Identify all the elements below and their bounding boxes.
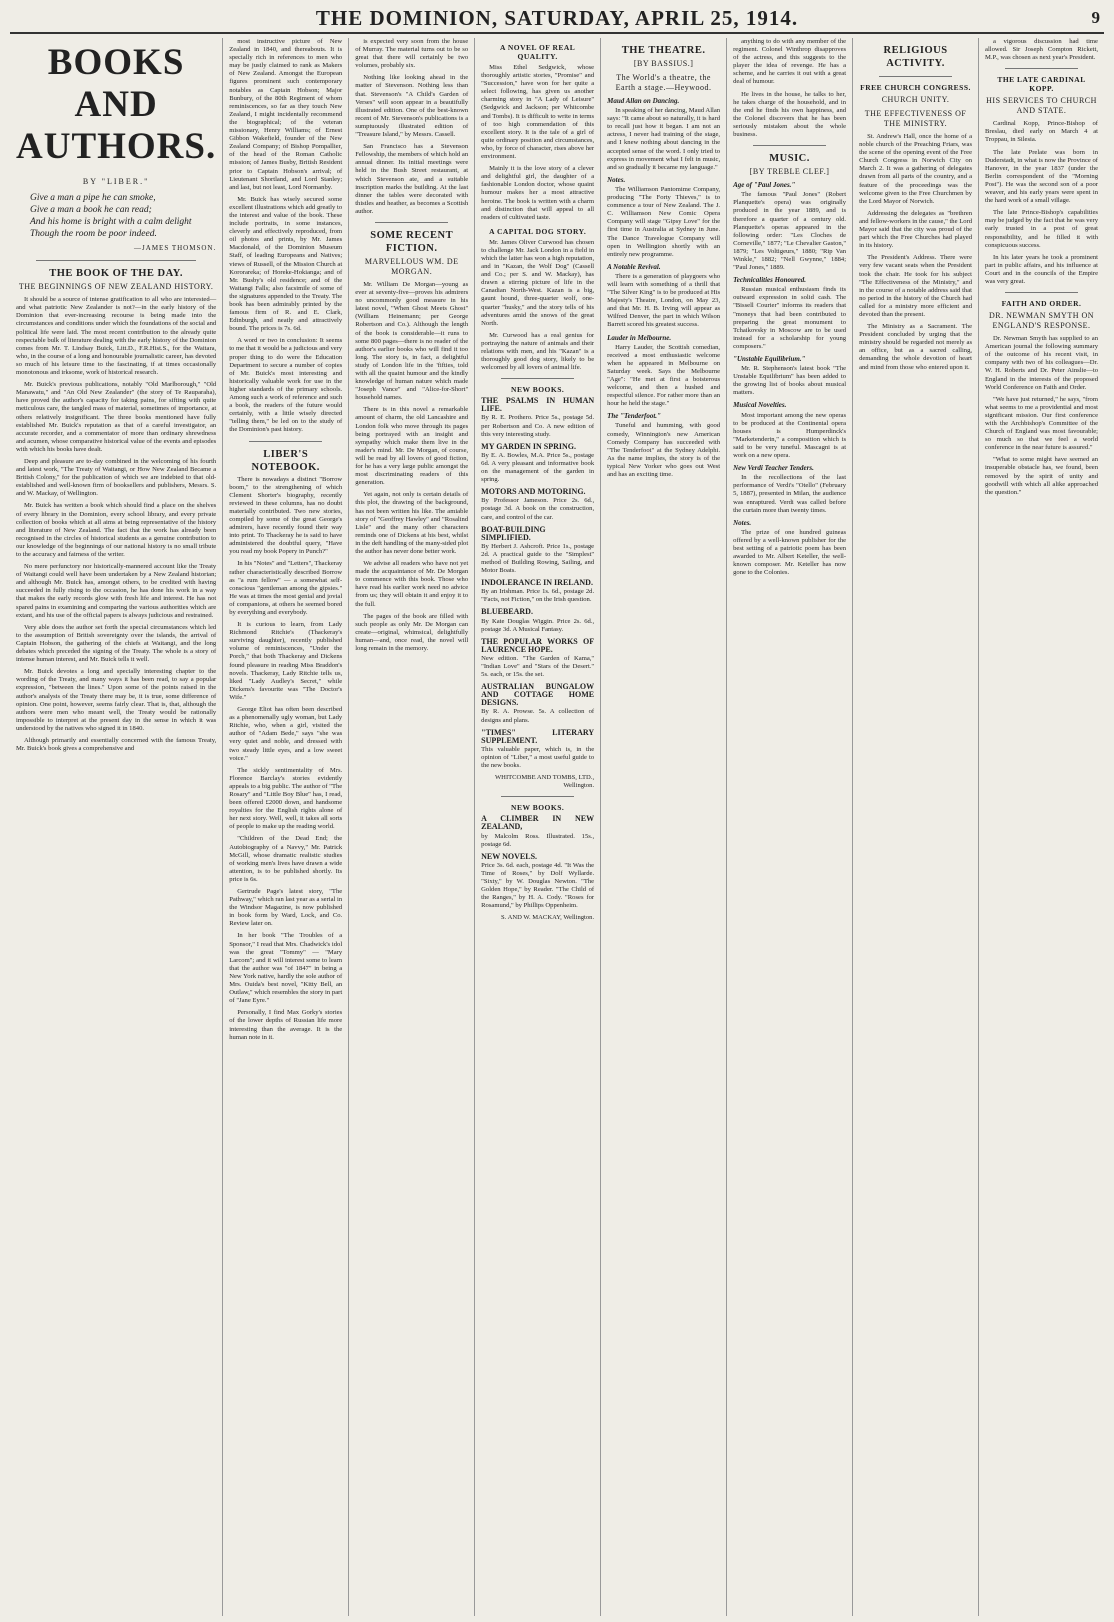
paragraph: San Francisco has a Stevenson Fellowship, the members of which hold an annual dinner. Its initial meetings were held in the Bush Street restaurant, at which Stevenson ate, and a suitable inscription marks the building. At the last dinner the tables were decorated with thistles and heather, as becomes a Scottish author. bbox=[355, 143, 469, 215]
paragraph: In speaking of her dancing, Maud Allan says: "It came about so naturally, it is hard to recall just how it began. I am not an actress, I never had training of the stage, and I knew nothing about dancing in the accepted sense of the word. I only tried to express in movement what I felt in music, and so gradually it became my language." bbox=[607, 107, 721, 171]
paragraph: Mainly it is the love story of a clever and delightful girl, the daughter of a fashionable London doctor, whose quaint humour makes her a most attractive heroine. The book is written with a charm and distinction that will appeal to all readers of cultivated taste. bbox=[481, 165, 595, 221]
article-subheading: THE BEGINNINGS OF NEW ZEALAND HISTORY. bbox=[18, 282, 214, 292]
paragraph: "We have just returned," he says, "from what seems to me a providential and most significant mission. Our first conference with the Archbishop's Committee of the Church of England was most favourable; so much so that we feel a world conference in the near future is assured." bbox=[985, 395, 1098, 452]
column-2 bbox=[222, 38, 348, 1616]
paragraph: Russian musical enthusiasm finds its outward expression in solid cash. The "Bissell Courier" informs its readers that "moneys that had been contributed to preparing the great monument to Tchaikovsky in Moscow are to be used instead for a scholarship for young composers." bbox=[733, 286, 847, 350]
paragraph: Mr. Buick's previous publications, notably "Old Marlborough," "Old Manawatu," and "An Old New Zealander" (the story of Te Rauparaha), have proved the author's capacity for taking pains, for sifting with quite meticulous care, the tangled mass of material, sometimes of importance, at others relatively insignificant. The three books mentioned have fully established Mr. Buick's reputation as that of a careful investigator, an accurate recorder, and a commentator of more than ordinary shrewdness and acumen, whose comparative historical value of the events and episodes with which his books have dealt. bbox=[16, 381, 217, 453]
column-1 bbox=[10, 38, 222, 1616]
verse-line: And his home is bright with a calm delight bbox=[30, 217, 192, 228]
book-title: MOTORS AND MOTORING. bbox=[481, 487, 586, 497]
paragraph: Most important among the new operas to be produced at the Continental opera houses is Humperdinck's "Marketenderin," a composition which is said to be very tuneful. Mascagni is at work on a new opera. bbox=[733, 411, 847, 460]
article-subheading: DR. NEWMAN SMYTH ON ENGLAND'S RESPONSE. bbox=[988, 311, 1095, 331]
divider bbox=[501, 796, 574, 797]
paragraph: Very able does the author set forth the special circumstances which led to the assumption of British sovereignty over the islands, the arrival of Captain Hobson, the gathering of the chiefs at Waitangi, and the long debates which preceded the signing of the Treaty. The whole is a story of intense human interest, and Mr. Buick tells it well. bbox=[16, 623, 217, 664]
paragraph: It should be a source of intense gratification to all who are interested—and what patriotic New Zealander is not?—in the early history of the Dominion that ever-increasing recourse is being made into the circumstances and conditions under which the foundations of the social and political life were laid. The most recent contribution to the already quite respectable bulk of literature dealing with the early history of the Dominion comes from Mr. T. Lindsay Buick, Litt.D., F.R.Hist.S., for the Waitara, who, in the course of a long and honourable journalistic career, has devoted so much of his leisure time to the fascinating, if at times occasionally monotonous and irksome, work of historical research. bbox=[16, 296, 217, 377]
item-heading: Technicalities Honoured. bbox=[733, 276, 806, 285]
paragraph: No mere perfunctory nor historically-mannered account like the Treaty of Waitangi could well have been undertaken by a New Zealand historian; and although Mr. Buick has, amongst others, to be credited with having succeeded in fully rising to the occasion, he has done his work in a way that makes the early records glow with fresh life and interest. He has not spared pains in examining and comparing the various authorities which are extant, and his use of the official papers is always judicious and restrained. bbox=[16, 563, 217, 619]
paragraph: A word or two in conclusion: It seems to me that it would be a judicious and very proper thing to do were the Education Department to secure a number of copies of Mr. Buick's most interesting and historically valuable work for use in the higher standards of the primary schools. Among such a work of reference and such a book, the readers of the future would certainly, with a little wisely directed "telling them," be led on to the study of the Dominion's past history. bbox=[229, 337, 343, 434]
book-note: By Herbert J. Ashcroft. Price 1s., postage 2d. A practical guide to the "Simplest" method of Building Rowing, Sailing, and Motor Boats. bbox=[481, 542, 595, 575]
paragraph: Tuneful and humming, with good comedy, Winnington's new American Comedy Company has succeeded with "The Tenderfoot" at the Sydney Adelphi. As the name implies, the story is of the typical New Yorker who goes out West and has an exciting time. bbox=[607, 422, 721, 479]
paragraph: most instructive picture of New Zealand in 1840, and thereabouts. It is specially rich in references to men who may be justly claimed to rank as Makers of New Zealand. Amongst the European figures prominent such contemporary notables as Captain Hobson; Major Bunbury, of the 80th Regiment of whom reminiscences, so far as they touch New Zealand, I might incidentally recommend the biographical; of the veteran missionary, Henry Williams; of Ernest Gibbon Wakefield, founder of the New Zealand Company; of Bishop Pompallier, of the head of the Roman Catholic mission; of James Busby, British Resident prior to Captain Hobson's arrival; of Lieutenant Shortland, and Lord Stanley; and last, but not least, Lord Normanby. bbox=[229, 38, 343, 191]
byline: [BY BASSIUS.] bbox=[633, 59, 694, 68]
epigraph: The World's a theatre, the Earth a stage.—Heywood. bbox=[615, 73, 712, 92]
article-heading: THE THEATRE. bbox=[621, 45, 706, 56]
paragraph: He lives in the house, he talks to her, he takes charge of the household, and in the end he finds his own happiness, and the Colonel discovers that he has been seriously mistaken about the whole business. bbox=[733, 90, 847, 139]
paragraph: Although primarily and essentially concerned with the famous Treaty, Mr. Buick's book gives a comprehensive and bbox=[16, 736, 217, 753]
paragraph: Yet again, not only is certain details of this plot, the drawing of the background, has not been written his like. The amiable story of "Geoffrey Hawley" and "Rosalind Lisle" and the many other characters reminds one of Dickens at his best, whilst in the deft handling of the many-sided plot the author has never done better work. bbox=[355, 491, 469, 555]
columns bbox=[10, 38, 1104, 1616]
book-list bbox=[481, 397, 594, 770]
article-subheading: MARVELLOUS WM. DE MORGAN. bbox=[364, 256, 459, 276]
book-title: NEW NOVELS. bbox=[481, 851, 538, 861]
article-heading: SOME RECENT FICTION. bbox=[370, 229, 454, 254]
book-title: INDOLERANCE IN IRELAND. bbox=[481, 578, 593, 588]
epigraph-verse bbox=[30, 192, 216, 240]
item-heading: "Unstable Equilibrium." bbox=[733, 355, 806, 363]
paragraph: "Children of the Dead End; the Autobiography of a Navvy," Mr. Patrick McGill, whose dramatic realistic studies of working men's lives have drawn a wide attention, is to be published shortly. Its price is 6s. bbox=[229, 835, 343, 883]
divider bbox=[501, 378, 574, 379]
book-note: Price 3s. 6d. each, postage 4d. "It Was the Time of Roses," by Dolf Wyllarde. "Sixty," by W. Douglas Newton. "The Golden Hope," by Reader. "The Child of the Ranges," by H. A. Cody. "Roses for Rosamund," by Phillips Oppenheim. bbox=[481, 861, 595, 910]
paragraph: Miss Ethel Sedgwick, whose thoroughly artistic stories, "Promise" and "Succession," have won for her quite a select following, has given us another charming story in "A Lady of Leisure" (Sedgwick and Jackson; per Whitcombe and Tombs). It is difficult to write in terms of too high commendation of this excellent story. It is the tale of a girl of quite ordinary position and circumstances, who, by force of character, rises above her environment. bbox=[481, 64, 595, 161]
paragraph: Dr. Newman Smyth has supplied to an American journal the following summary of the outcome of his recent visit, in company with two of his colleagues—Dr. W. H. Roberts and Dr. Peter Ainslie—to England in the interests of the proposed World Conference on Faith and Order. bbox=[985, 335, 1098, 391]
masthead-title: THE DOMINION, SATURDAY, APRIL 25, 1914. bbox=[315, 6, 799, 30]
paragraph: In his later years he took a prominent part in public affairs, and his influence at Court and in the councils of the Empire was very great. bbox=[985, 253, 1098, 285]
book-note: By E. A. Bowles, M.A. Price 5s., postage 6d. A very pleasant and informative book on the management of the garden in spring. bbox=[481, 451, 595, 484]
paragraph: Gertrude Page's latest story, "The Pathway," which ran last year as a serial in the Windsor Magazine, is now published in book form by Ward, Lock, and Co. Review later on. bbox=[229, 888, 343, 928]
column-4 bbox=[474, 38, 600, 1616]
item-heading: Maud Allan on Dancing. bbox=[607, 97, 680, 105]
byline: BY "LIBER." bbox=[82, 177, 150, 186]
item-heading: A Notable Revival. bbox=[607, 262, 661, 271]
divider bbox=[1005, 68, 1078, 69]
article-heading: THE LATE CARDINAL KOPP. bbox=[997, 75, 1086, 94]
book-title: A CLIMBER IN NEW ZEALAND, bbox=[481, 814, 595, 832]
column-3 bbox=[348, 38, 474, 1616]
article-heading: A CAPITAL DOG STORY. bbox=[489, 226, 587, 236]
column-8 bbox=[978, 38, 1104, 1616]
book-note: By R. E. Prothero. Price 5s., postage 5d. per Robertson and Co. A new edition of this very interesting study. bbox=[481, 414, 595, 438]
book-title: AUSTRALIAN BUNGALOW AND COTTAGE HOME DESIGNS. bbox=[481, 682, 595, 708]
page-number: 9 bbox=[1091, 8, 1100, 27]
paragraph: In his "Notes" and "Letters", Thackeray rather characteristically described Borrow as "a rum fellow" — a somewhat self-conscious "gentleman among the gipsies." He was at times the most genial and jovial of companions, at others he seemed bored by everything and everybody. bbox=[229, 560, 343, 616]
article-heading: FAITH AND ORDER. bbox=[1001, 299, 1082, 309]
paragraph: The Williamson Pantomime Company, producing "The Forty Thieves," is to commence a tour of New Zealand. The J. C. Williamson New Comic Opera Company will stage "Gipsy Love" for the first time in Australia at Sydney in June. The Dance Travelogue Company will open in Wellington shortly with an entirely new programme. bbox=[607, 185, 721, 258]
paragraph: There is in this novel a remarkable amount of charm, the old Lancashire and London folk who move through its pages being portrayed with an insight and sympathy which make them live in the reader's mind. Mr. De Morgan, of course, will be read by all lovers of good fiction, for he has a very large public amongst the most discriminating readers of this generation. bbox=[355, 406, 469, 487]
item-heading: Notes. bbox=[607, 175, 626, 184]
paragraph: Mr. James Oliver Curwood has chosen to challenge Mr. Jack London in a field in which the latter has won a high reputation, and in "Kazan, the Wolf Dog" (Cassell and Co.; per S. and W. Mackay), has drawn a stirring picture of life in the Canadian North-West. Kazan is a big, gaunt hound, three-quarter wolf, one-quarter "husky," and the story tells of his adventures amid the snows of the great North. bbox=[481, 238, 595, 327]
item-heading: Age of "Paul Jones." bbox=[733, 181, 796, 190]
paragraph: Addressing the delegates as "brethren and fellow-workers in the cause," the Lord Mayor said that the city was proud of the part which the Free Churches had played in its history. bbox=[859, 209, 973, 250]
article-heading: MUSIC. bbox=[769, 153, 810, 165]
paragraph: Mr. Buick has written a book which should find a place on the shelves of every library in the Dominion, every school library, and every private collection of books which at all aims at being representative of the history and literature of New Zealand. The fact that the work has already been recognised in the circles of historical students as a genuine contribution to our knowledge of the beginnings of our national history is no small tribute to the accuracy and fairness of the writer. bbox=[16, 502, 217, 558]
paragraph: The late Prelate was born in Duderstadt, in what is now the Province of Hanover, in the year 1837 (under the Berlin correspondent of the "Morning Post"). He was the second son of a poor weaver, and his early years were spent in the hard work of a small village. bbox=[985, 148, 1098, 205]
book-note: By Professor Jameson. Price 2s. 6d., postage 3d. A book on the construction, care, and control of the car. bbox=[481, 497, 595, 521]
book-title: "TIMES" LITERARY SUPPLEMENT. bbox=[481, 727, 595, 745]
paragraph: The Ministry as a Sacrament. The President concluded by urging that the ministry should be regarded not merely as an office, but as a sacred calling, demanding the whole devotion of heart and mind from those who entered upon it. bbox=[859, 323, 973, 371]
paragraph: There is a generation of playgoers who will learn with something of a thrill that "The Silver King" is to be produced at His Majesty's Theatre, London, on May 23, and that Mr. H. B. Irving will appear as Wilfred Denver, the part in which Wilson Barrett scored his greatest success. bbox=[607, 272, 721, 329]
book-note: This valuable paper, which is, in the opinion of "Liber," a most useful guide to the new books. bbox=[481, 745, 595, 770]
advert-heading: NEW BOOKS. bbox=[511, 385, 565, 395]
verse-attribution: —JAMES THOMSON. bbox=[134, 244, 217, 253]
column-5 bbox=[600, 38, 726, 1616]
verse-line: Give a man a book he can read; bbox=[30, 205, 152, 216]
divider bbox=[375, 222, 448, 223]
paragraph: There is nowadays a distinct "Borrow boom," to the strengthening of which Clement Shorter's biography, recently reviewed in these columns, has no doubt materially contributed. Two new stories, compiled by some of the great George's admirers, have recently found their way into print. To Thackeray he is said to have administered the doubtful query, "Have you read my book Popery in Punch?" bbox=[229, 475, 343, 556]
paragraph: The late Prince-Bishop's capabilities may be judged by the fact that he was very early trusted in a post of great responsibility, and he filled it with conspicuous success. bbox=[985, 209, 1099, 249]
paragraph: Mr. Buick has wisely secured some excellent illustrations which add greatly to the interest and value of the book. These include portraits, in some instances, cleverly and effectively reproduced, from oil photos and prints, by Mr. James Macdonald, of the Dominion Museum Staff, of leading Europeans and Natives; views of Russell, of the Mission Church at Kororareka; of Horeke-Hokianga; and of Mr. Busby's old residence; and of the Waitangi Falls; also facsimile of some of the signatures appended to the Treaty. The book has been admirably printed by the famous firm of R. and E. Clark, Edinburgh, and neatly and attractively bound. The prices is 7s. 6d. bbox=[229, 195, 343, 333]
column-6 bbox=[726, 38, 852, 1616]
article-heading: THE BOOK OF THE DAY. bbox=[49, 268, 184, 280]
divider bbox=[879, 76, 952, 77]
paragraph: Deep and pleasure are to-day combined in the welcoming of his fourth and latest work, "The Treaty of Waitangi, or How New Zealand Became a British Colony," for the publication of which we are indebted to that old-established and well-known firm of booksellers and publishers, Messrs. S. and W. Mackay, of Wellington. bbox=[16, 457, 217, 498]
paragraph: The President's Address. There were very few vacant seats when the President took the chair. He took for his subject "The Effectiveness of the Ministry," and in the course of a notable address said that no period in the history of the Church had called for a ministry more efficient and devoted than the present. bbox=[859, 254, 973, 318]
paragraph: It is curious to learn, from Lady Richmond Ritchie's (Thackeray's surviving daughter), recently published volume of reminiscences, "Under the Porch," that both Thackeray and Dickens found pleasure in reading Miss Braddon's novels. Thackeray, Lady Ritchie tells us, liked "Lady Audley's Secret," while Dickens's favourite was "The Doctor's Wife." bbox=[229, 621, 343, 701]
book-note: By an Irishman. Price 1s. 6d., postage 2d. "Facts, not Fiction," on the Irish question. bbox=[481, 588, 595, 604]
paragraph: anything to do with any member of the regiment. Colonel Winthrop disapproves of the actress, and this suggests to the player the idea of revenge. He has a scheme, and he carries it out with a great deal of humour. bbox=[733, 38, 847, 86]
book-title: BLUEBEARD. bbox=[481, 607, 533, 617]
book-note: by Malcolm Ross. Illustrated. 15s., postage 6d. bbox=[481, 832, 595, 848]
book-note: By R. A. Prowse. 5s. A collection of designs and plans. bbox=[481, 708, 595, 724]
paragraph: The prize of one hundred guineas offered by a well-known publisher for the best setting of a patriotic poem has been awarded to Mr. Albert Keteller, the well-known composer. Mr. Keteller has now gone to the Colonies. bbox=[733, 528, 847, 577]
paragraph: We advise all readers who have not yet made the acquaintance of Mr. De Morgan to commence with this book. Those who have read his earlier work need no advice from us; they will obtain it and enjoy it to the full. bbox=[355, 560, 469, 608]
paragraph: Harry Lauder, the Scottish comedian, received a most enthusiastic welcome when he appeared in Melbourne on Saturday week. Says the Melbourne "Age": "He met at first a boisterous welcome, and then a hushed and respectful silence. For rather more than an hour he held the stage." bbox=[607, 343, 721, 408]
book-note: New edition. "The Garden of Kama," "Indian Love" and "Stars of the Desert." 5s. each, or 15s. the set. bbox=[481, 654, 595, 679]
publisher-signature: S. AND W. MACKAY, Wellington. bbox=[500, 914, 595, 922]
divider bbox=[1005, 292, 1078, 293]
paragraph: George Eliot has often been described as a phenomenally ugly woman, but Lady Ritchie, who, when a girl, visited the author of "Adam Bede," says "she was very quiet and noble, and dressed with two steady little eyes, and a low sweet voice." bbox=[229, 706, 343, 762]
paragraph: Mr. Curwood has a real genius for portraying the nature of animals and their relations with men, and his "Kazan" is a thoroughly good dog story, likely to be welcomed by all lovers of animal life. bbox=[481, 331, 595, 372]
section-title: BOOKS AND AUTHORS. bbox=[16, 42, 217, 167]
article-heading: RELIGIOUS ACTIVITY. bbox=[883, 45, 948, 69]
paragraph: Nothing like looking ahead in the matter of Stevenson. Nothing less than that. Stevenson's "A Child's Garden of Verses" will soon appear in a beautifully illustrated edition. One of the best-known recent of Mr. Stevenson's publications is a sumptuously illustrated edition of "Treasure Island," by Messrs. Cassell. bbox=[355, 74, 469, 139]
paragraph: Mr. R. Stephenson's latest book "The Unstable Equilibrium" has been added to the growing list of books about musical matters. bbox=[733, 365, 847, 397]
advert-heading: NEW BOOKS. bbox=[511, 803, 565, 813]
book-title: BOAT-BUILDING SIMPLIFIED. bbox=[481, 524, 546, 542]
article-heading: A NOVEL OF REAL QUALITY. bbox=[499, 43, 576, 61]
item-heading: Lauder in Melbourne. bbox=[607, 333, 672, 342]
divider bbox=[36, 260, 196, 261]
article-subheading: FREE CHURCH CONGRESS. bbox=[860, 83, 971, 92]
article-subheading: THE EFFECTIVENESS OF THE MINISTRY. bbox=[864, 109, 967, 128]
paragraph: In her book "The Troubles of a Sponsor," I read that Mrs. Chadwick's idol was the great "Tommy" — "Mary Larcom"; and it will interest some to learn that the author was "of 1847" in being a New York native, hardly the sole author of Mrs. Ouida's best novel, "Kitty Bell, an Outlaw," which resembles the story in part of "Jane Eyre." bbox=[229, 932, 343, 1005]
paragraph: Mr. Buick devotes a long and specially interesting chapter to the wording of the Treaty, and many ways it has been read, to say a popular expression, "between the lines." Upon some of the points raised in the author's analysis of the Treaty there may be, it is true, some difference of opinion. One point, however, seems fairly clear. That is, that, although the authors were men who meant well, the Treaty would be rationally impossible to interpret at the present day in the sense in which it was understood by the natives who signed it in 1840. bbox=[16, 668, 217, 732]
item-heading: New Verdi Teacher Tenders. bbox=[733, 464, 814, 473]
paragraph: St. Andrew's Hall, once the home of a noble church of the Preaching Friars, was the scene of the opening event of the Free Church Congress in Norwich City on March 2. It was a gathering of delegates drawn from all parts of the country, and a feature of the proceedings was the welcome given to the Free Churchmen by the Lord Mayor of Norwich. bbox=[859, 133, 973, 205]
divider bbox=[753, 145, 826, 146]
article-subheading: CHURCH UNITY. bbox=[881, 95, 950, 104]
item-heading: Musical Novelties. bbox=[733, 401, 787, 410]
item-heading: The "Tenderfoot." bbox=[607, 412, 661, 421]
paragraph: In the recollections of the last performance of Verdi's "Otello" (February 5, 1887), presented in Milan, the audience was enraptured. Verdi was called before the curtain more than twenty times. bbox=[733, 474, 847, 514]
paragraph: Mr. William De Morgan—young as ever at seventy-five—proves his admirers no uncommonly good measure in his latest novel, "When Ghost Meets Ghost" (William Heinemann; per George Robertson and Co.). Although the length of the book is considerable—it runs to some 800 pages—there is no reader of the author's earlier books who will find it too long. The story is, in fact, a delightful study of London life in the 'fifties, told with all the quaint humour and the kindly knowledge of human nature which made "Joseph Vance" and "Alice-for-Short" household names. bbox=[355, 280, 469, 402]
column-7 bbox=[852, 38, 978, 1616]
paragraph: The sickly sentimentality of Mrs. Florence Barclay's stories evidently appeals to a big public. The author of "The Rosary" and "Little Boy Blue" has, I read, been offered £2000 down, and handsome royalties for the English rights alone of her next story. Well, well, it takes all sorts of people to make up the reading world. bbox=[229, 766, 343, 831]
paragraph: The famous "Paul Jones" (Robert Planquette's opera) was originally produced in the year 1889, and is therefore a quarter of a century old. Planquette's operas appeared in the following order: "Les Cloches de Corneville," 1877; "Le Chevalier Gaston," 1879; "Les Voltigeurs," 1880; "Rip Van Winkle," 1882; "Nell Gwynne," 1884; "Paul Jones," 1889. bbox=[733, 191, 847, 272]
verse-line: Give a man a pipe he can smoke, bbox=[30, 193, 156, 204]
divider bbox=[249, 441, 322, 442]
book-title: MY GARDEN IN SPRING. bbox=[481, 441, 576, 451]
item-heading: Notes. bbox=[733, 518, 752, 527]
paragraph: is expected very soon from the house of Murray. The material turns out to be so great that there will certainly be two volumes, probably six. bbox=[355, 38, 469, 70]
article-subheading: HIS SERVICES TO CHURCH AND STATE. bbox=[986, 96, 1097, 116]
paragraph: The pages of the book are filled with such people as only Mr. De Morgan can create—original, whimsical, delightfully human—and, once read, the novel will long remain in the memory. bbox=[355, 612, 469, 652]
article-heading: LIBER'S NOTEBOOK. bbox=[251, 448, 320, 473]
masthead bbox=[10, 6, 1104, 34]
paragraph: Cardinal Kopp, Prince-Bishop of Breslau, died early on March 4 at Troppau, in Silesia. bbox=[985, 120, 1098, 144]
book-title: THE POPULAR WORKS OF LAURENCE HOPE. bbox=[481, 636, 595, 654]
paragraph: "What to some might have seemed an insuperable obstacle has, we found, been removed by the spirit of unity and goodwill with which all alike approached the question." bbox=[985, 456, 1098, 496]
book-title: THE PSALMS IN HUMAN LIFE. bbox=[481, 396, 595, 414]
paragraph: a vigorous discussion had time allowed. Sir Joseph Compton Rickett, M.P., was chosen as next year's President. bbox=[985, 38, 1098, 62]
byline: [BY TREBLE CLEF.] bbox=[749, 167, 830, 177]
verse-line: Though the room be poor indeed. bbox=[30, 229, 157, 240]
publisher-signature: WHITCOMBE AND TOMBS, LTD., Wellington. bbox=[494, 774, 595, 790]
book-note: By Kate Douglas Wiggin. Price 2s. 6d., postage 3d. A Musical Fantasy. bbox=[481, 617, 595, 633]
paragraph: Personally, I find Max Gorky's stories of the lower depths of Russian life more interesting than the average. It is the human note in it. bbox=[229, 1009, 343, 1041]
